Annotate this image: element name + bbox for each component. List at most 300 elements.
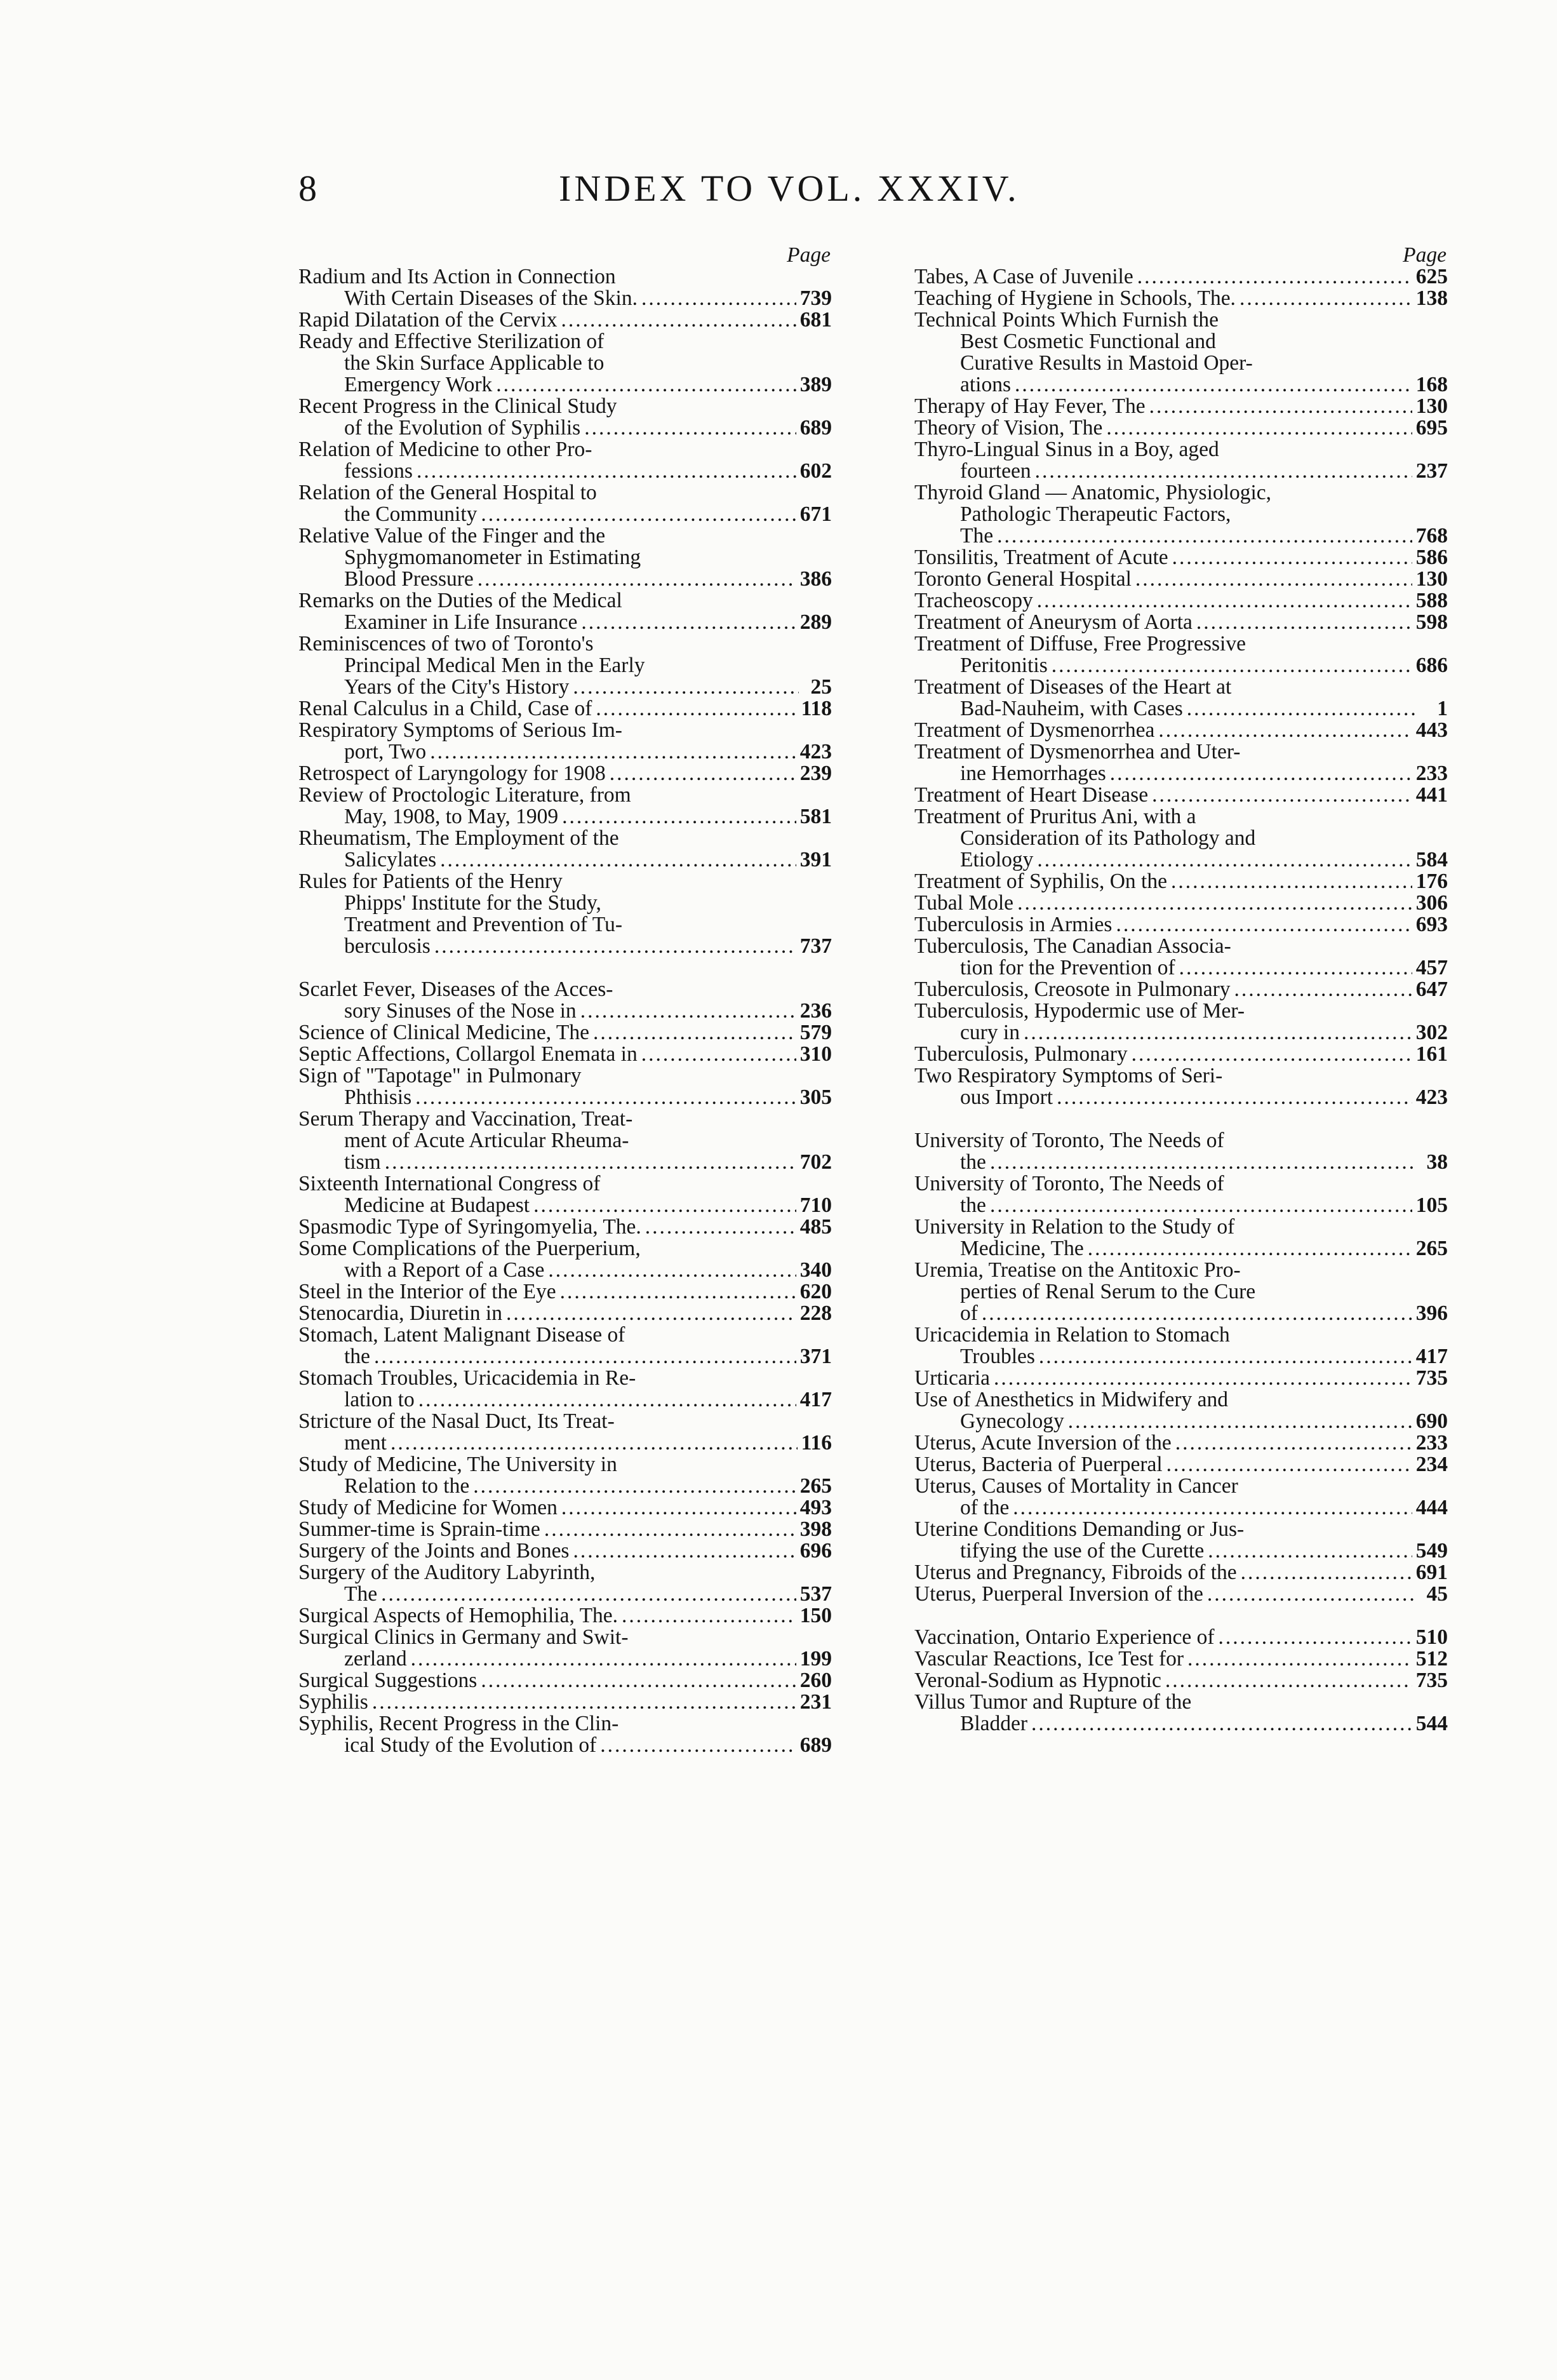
- index-entry-last-line: [914, 1432, 1448, 1454]
- index-entry: [914, 266, 1448, 288]
- index-entry-last-line: [914, 288, 1448, 309]
- page-ref: 544: [1415, 1713, 1448, 1735]
- page-ref: 391: [799, 849, 832, 871]
- index-entry: [298, 1540, 832, 1562]
- index-entry: [298, 439, 832, 482]
- index-entry-last-line: [914, 979, 1448, 1000]
- dot-leader: [562, 806, 796, 828]
- index-entry-text: Syphilis: [298, 1691, 368, 1713]
- index-entry-text: tism: [344, 1152, 381, 1173]
- index-entry-last-line: [298, 1000, 832, 1022]
- dot-leader: [374, 1346, 796, 1368]
- index-entry-line: Consideration of its Pathology and: [960, 828, 1256, 849]
- page-ref: 305: [799, 1087, 832, 1108]
- index-entry: [298, 784, 832, 828]
- dot-leader: [548, 1260, 796, 1281]
- index-entry-last-line: [298, 1476, 832, 1497]
- page-ref: 25: [810, 676, 832, 698]
- page-ref: 581: [799, 806, 832, 828]
- index-entry-last-line: [298, 1432, 832, 1454]
- index-entry: [914, 914, 1448, 936]
- index-entry: [914, 806, 1448, 871]
- dot-leader: [990, 1152, 1415, 1173]
- index-entry-line: Treatment and Prevention of Tu-: [344, 914, 622, 936]
- index-entry: [914, 676, 1448, 720]
- index-entry-line: Uterine Conditions Demanding or Jus-: [914, 1519, 1245, 1540]
- index-entry: [914, 871, 1448, 892]
- column-page-heading: Page: [787, 243, 831, 267]
- index-entry: [914, 741, 1448, 784]
- index-entry-last-line: [298, 1735, 832, 1756]
- index-entry-line: Treatment of Diffuse, Free Progressive: [914, 633, 1246, 655]
- index-entry: [298, 1303, 832, 1324]
- index-entry: [914, 439, 1448, 482]
- dot-leader: [1088, 1238, 1412, 1260]
- index-entry-text: Vaccination, Ontario Experience of: [914, 1627, 1215, 1648]
- index-entry-line: Rules for Patients of the Henry: [298, 871, 563, 892]
- index-entry-last-line: [298, 1519, 832, 1540]
- dot-leader: [1158, 720, 1412, 741]
- page-number: 8: [298, 168, 317, 209]
- page-ref: 493: [799, 1497, 832, 1519]
- index-entry: [298, 828, 832, 871]
- index-entry-text: Uterus, Acute Inversion of the: [914, 1432, 1172, 1454]
- index-entry-last-line: [298, 1670, 832, 1691]
- index-entry-last-line: [914, 892, 1448, 914]
- index-entry-line: University of Toronto, The Needs of: [914, 1130, 1224, 1152]
- index-entry-last-line: [298, 1087, 832, 1108]
- index-entry-last-line: [914, 720, 1448, 741]
- index-entry: [914, 1670, 1448, 1691]
- index-entry: [298, 396, 832, 439]
- dot-leader: [496, 374, 796, 396]
- index-entry-text: Tubal Mole: [914, 892, 1014, 914]
- page-ref: 176: [1415, 871, 1448, 892]
- index-entry: [914, 1432, 1448, 1454]
- index-entry-last-line: [298, 741, 832, 763]
- index-entry: [914, 1324, 1448, 1368]
- index-entry-text: fessions: [344, 461, 413, 482]
- index-entry: [298, 1497, 832, 1519]
- page-ref: 444: [1415, 1497, 1448, 1519]
- index-entry-last-line: [914, 1087, 1448, 1108]
- index-entry-text: Tonsilitis, Treatment of Acute: [914, 547, 1168, 568]
- index-entry: [914, 1583, 1448, 1605]
- dot-leader: [1037, 590, 1412, 612]
- index-entry-last-line: [914, 461, 1448, 482]
- index-entry-line: perties of Renal Serum to the Cure: [960, 1281, 1256, 1303]
- page-ref: 310: [799, 1044, 832, 1065]
- index-entry-text: Spasmodic Type of Syringomyelia, The.: [298, 1216, 641, 1238]
- index-entry: [298, 1562, 832, 1605]
- index-entry: [914, 288, 1448, 309]
- index-entry-text: Emergency Work: [344, 374, 493, 396]
- page-ref: 423: [799, 741, 832, 763]
- index-entry: [298, 720, 832, 763]
- dot-leader: [1132, 1044, 1412, 1065]
- dot-leader: [584, 417, 796, 439]
- index-entry: [298, 698, 832, 720]
- page-ref: 199: [799, 1648, 832, 1670]
- dot-leader: [1116, 914, 1412, 936]
- index-entry-last-line: [914, 1497, 1448, 1519]
- index-entry-line: Treatment of Dysmenorrhea and Uter-: [914, 741, 1241, 763]
- dot-leader: [561, 309, 796, 331]
- index-entry: [298, 1173, 832, 1216]
- index-entry-line: Uremia, Treatise on the Antitoxic Pro-: [914, 1260, 1241, 1281]
- index-entry-text: Peritonitis: [960, 655, 1048, 676]
- index-entry-text: Relation to the: [344, 1476, 470, 1497]
- index-entry: [914, 482, 1448, 547]
- index-entry-text: zerland: [344, 1648, 407, 1670]
- page-ref: 118: [801, 698, 832, 720]
- page-ref: 231: [799, 1691, 832, 1713]
- index-entry-line: Uricacidemia in Relation to Stomach: [914, 1324, 1230, 1346]
- index-entry: [298, 1670, 832, 1691]
- page-ref: 161: [1415, 1044, 1448, 1065]
- index-entry-last-line: [298, 1648, 832, 1670]
- index-entry-last-line: [914, 374, 1448, 396]
- index-entry-text: Surgery of the Joints and Bones: [298, 1540, 570, 1562]
- index-entry: [914, 1519, 1448, 1562]
- index-entry: [298, 1713, 832, 1756]
- dot-leader: [1207, 1583, 1415, 1605]
- page-ref: 689: [799, 417, 832, 439]
- index-entry: [298, 1216, 832, 1238]
- index-entry-line: University of Toronto, The Needs of: [914, 1173, 1224, 1195]
- index-entry: [914, 590, 1448, 612]
- index-entry-last-line: [914, 763, 1448, 784]
- page-ref: 130: [1415, 568, 1448, 590]
- index-entry-line: Phipps' Institute for the Study,: [344, 892, 601, 914]
- index-entry-last-line: [298, 1152, 832, 1173]
- page-ref: 689: [799, 1735, 832, 1756]
- dot-leader: [561, 1497, 796, 1519]
- index-entry: [914, 1130, 1448, 1173]
- dot-leader: [506, 1303, 796, 1324]
- index-entry-line: Curative Results in Mastoid Oper-: [960, 353, 1253, 374]
- index-entry-text: Treatment of Aneurysm of Aorta: [914, 612, 1193, 633]
- dot-leader: [478, 568, 796, 590]
- page-ref: 686: [1415, 655, 1448, 676]
- index-entry-last-line: [914, 849, 1448, 871]
- page-ref: 265: [1415, 1238, 1448, 1260]
- index-entry-last-line: [298, 1691, 832, 1713]
- index-entry-last-line: [914, 547, 1448, 568]
- index-entry-text: berculosis: [344, 936, 431, 957]
- index-entry-text: the: [960, 1195, 986, 1216]
- index-entry: [298, 525, 832, 590]
- index-entry-last-line: [914, 698, 1448, 720]
- index-entry-last-line: [298, 309, 832, 331]
- page-ref: 537: [799, 1583, 832, 1605]
- index-entry-last-line: [914, 590, 1448, 612]
- dot-leader: [1241, 1562, 1412, 1583]
- index-entry-last-line: [914, 1648, 1448, 1670]
- index-entry-line: Villus Tumor and Rupture of the: [914, 1691, 1192, 1713]
- index-entry: [914, 784, 1448, 806]
- index-entry-line: Treatment of Diseases of the Heart at: [914, 676, 1232, 698]
- page-ref: 691: [1415, 1562, 1448, 1583]
- page-ref: 389: [799, 374, 832, 396]
- page-ref: 234: [1415, 1454, 1448, 1476]
- index-entry-last-line: [298, 417, 832, 439]
- page-ref: 398: [799, 1519, 832, 1540]
- dot-leader: [1037, 849, 1412, 871]
- index-entry-last-line: [298, 806, 832, 828]
- index-entry: [914, 1065, 1448, 1108]
- dot-leader: [1171, 871, 1412, 892]
- dot-leader: [1240, 288, 1412, 309]
- page-ref: 702: [799, 1152, 832, 1173]
- dot-leader: [1172, 547, 1412, 568]
- index-entry-text: Medicine at Budapest: [344, 1195, 530, 1216]
- dot-leader: [1052, 655, 1412, 676]
- index-entry-line: Two Respiratory Symptoms of Seri-: [914, 1065, 1223, 1087]
- dot-leader: [1175, 1432, 1412, 1454]
- index-entry-text: ous Import: [960, 1087, 1053, 1108]
- dot-leader: [544, 1519, 796, 1540]
- index-entry-text: Study of Medicine for Women: [298, 1497, 558, 1519]
- index-entry-text: port, Two: [344, 741, 427, 763]
- page-ref: 739: [799, 288, 832, 309]
- index-entry-last-line: [298, 1605, 832, 1627]
- index-entry: [914, 612, 1448, 633]
- index-entry: [914, 1562, 1448, 1583]
- index-entry-last-line: [914, 396, 1448, 417]
- index-entry-line: Some Complications of the Puerperium,: [298, 1238, 641, 1260]
- page-ref: 38: [1426, 1152, 1448, 1173]
- dot-leader: [581, 612, 796, 633]
- dot-leader: [560, 1281, 796, 1303]
- index-entry-last-line: [298, 461, 832, 482]
- index-entry-line: Sphygmomanometer in Estimating: [344, 547, 641, 568]
- page-ref: 586: [1415, 547, 1448, 568]
- index-entry: [914, 1691, 1448, 1735]
- index-entry-text: Rapid Dilatation of the Cervix: [298, 309, 558, 331]
- dot-leader: [372, 1691, 796, 1713]
- index-entry-line: Ready and Effective Sterilization of: [298, 331, 605, 353]
- index-entry-text: Phthisis: [344, 1087, 412, 1108]
- page-ref: 620: [799, 1281, 832, 1303]
- index-entry-text: fourteen: [960, 461, 1031, 482]
- index-entries: [914, 266, 1448, 1735]
- index-entry-line: Recent Progress in the Clinical Study: [298, 396, 617, 417]
- index-entry: [298, 309, 832, 331]
- index-entry: [914, 309, 1448, 396]
- index-entry-last-line: [914, 525, 1448, 547]
- index-entry-text: Examiner in Life Insurance: [344, 612, 578, 633]
- index-entry: [914, 633, 1448, 676]
- index-entry-last-line: [298, 568, 832, 590]
- page-ref: 457: [1415, 957, 1448, 979]
- index-entry-line: Thyro-Lingual Sinus in a Boy, aged: [914, 439, 1219, 461]
- page-ref: 138: [1415, 288, 1448, 309]
- dot-leader: [997, 525, 1412, 547]
- page-ref: 681: [799, 309, 832, 331]
- page-ref: 690: [1415, 1411, 1448, 1432]
- index-entry: [298, 1605, 832, 1627]
- page-ref: 625: [1415, 266, 1448, 288]
- dot-leader: [580, 1000, 796, 1022]
- index-entry-text: Uterus, Bacteria of Puerperal: [914, 1454, 1163, 1476]
- page-ref: 671: [799, 504, 832, 525]
- index-entry-last-line: [914, 1346, 1448, 1368]
- page-ref: 233: [1415, 1432, 1448, 1454]
- dot-leader: [1166, 1454, 1412, 1476]
- index-entry-text: lation to: [344, 1389, 415, 1411]
- index-entry-text: Treatment of Heart Disease: [914, 784, 1149, 806]
- dot-leader: [1106, 417, 1412, 439]
- page-ref: 735: [1415, 1670, 1448, 1691]
- dot-leader: [1219, 1627, 1412, 1648]
- page-ref: 584: [1415, 849, 1448, 871]
- index-entry-last-line: [914, 1670, 1448, 1691]
- dot-leader: [1196, 612, 1412, 633]
- index-entry-text: Tracheoscopy: [914, 590, 1033, 612]
- page-ref: 306: [1415, 892, 1448, 914]
- page-ref: 45: [1426, 1583, 1448, 1605]
- page-ref: 236: [799, 1000, 832, 1022]
- index-entry: [914, 1216, 1448, 1260]
- index-entry-last-line: [914, 417, 1448, 439]
- dot-leader: [596, 698, 797, 720]
- page-ref: 340: [799, 1260, 832, 1281]
- index-entry-text: Surgical Aspects of Hemophilia, The.: [298, 1605, 618, 1627]
- page-ref: 485: [799, 1216, 832, 1238]
- index-entry-last-line: [914, 655, 1448, 676]
- index-entry-line: Stricture of the Nasal Duct, Its Treat-: [298, 1411, 615, 1432]
- index-entry: [914, 892, 1448, 914]
- page-ref: 1: [1437, 698, 1448, 720]
- page-ref: 443: [1415, 720, 1448, 741]
- index-entry-text: of the: [960, 1497, 1010, 1519]
- index-entry-last-line: [914, 784, 1448, 806]
- index-entry-line: Rheumatism, The Employment of the: [298, 828, 619, 849]
- page-ref: 647: [1415, 979, 1448, 1000]
- index-entry-line: Relation of Medicine to other Pro-: [298, 439, 592, 461]
- index-entry: [914, 979, 1448, 1000]
- index-entry-text: With Certain Diseases of the Skin.: [344, 288, 638, 309]
- index-entry-text: Stenocardia, Diuretin in: [298, 1303, 502, 1324]
- dot-leader: [418, 1389, 796, 1411]
- dot-leader: [610, 763, 796, 784]
- dot-leader: [1149, 396, 1412, 417]
- index-entry: [298, 1454, 832, 1497]
- index-entry-last-line: [914, 1562, 1448, 1583]
- index-column-left: [298, 245, 832, 1756]
- index-entry: [914, 1000, 1448, 1044]
- index-entry-last-line: [914, 914, 1448, 936]
- index-entry-last-line: [914, 1713, 1448, 1735]
- page-ref: 417: [799, 1389, 832, 1411]
- index-entry-text: Surgical Suggestions: [298, 1670, 478, 1691]
- index-entry-line: Radium and Its Action in Connection: [298, 266, 616, 288]
- index-entry-line: Surgical Clinics in Germany and Swit-: [298, 1627, 629, 1648]
- dot-leader: [411, 1648, 796, 1670]
- index-entry: [298, 979, 832, 1022]
- page-ref: 289: [799, 612, 832, 633]
- index-entry-line: Relative Value of the Finger and the: [298, 525, 606, 547]
- index-entry-line: Pathologic Therapeutic Factors,: [960, 504, 1231, 525]
- index-entry-text: Tuberculosis, Pulmonary: [914, 1044, 1128, 1065]
- dot-leader: [1039, 1346, 1412, 1368]
- index-entry-last-line: [914, 1238, 1448, 1260]
- index-entry-text: Years of the City's History: [344, 676, 570, 698]
- page-ref: 693: [1415, 914, 1448, 936]
- index-entry: [298, 331, 832, 396]
- index-entry-text: Medicine, The: [960, 1238, 1084, 1260]
- index-entry-last-line: [298, 698, 832, 720]
- index-entry-last-line: [298, 374, 832, 396]
- index-entry: [298, 1065, 832, 1108]
- index-entry-text: Tuberculosis, Creosote in Pulmonary: [914, 979, 1231, 1000]
- index-entry-text: Treatment of Dysmenorrhea: [914, 720, 1155, 741]
- index-entry: [298, 1108, 832, 1173]
- index-entry-text: Therapy of Hay Fever, The: [914, 396, 1146, 417]
- dot-leader: [573, 676, 799, 698]
- page-ref: 549: [1415, 1540, 1448, 1562]
- index-entry-line: Sixteenth International Congress of: [298, 1173, 601, 1195]
- index-entry-last-line: [298, 936, 832, 957]
- dot-leader: [593, 1022, 796, 1044]
- index-entry-text: The: [960, 525, 994, 547]
- index-entry-text: ations: [960, 374, 1012, 396]
- index-entry: [298, 871, 832, 957]
- page-ref: 302: [1415, 1022, 1448, 1044]
- dot-leader: [391, 1432, 798, 1454]
- index-entry-last-line: [298, 849, 832, 871]
- index-entry-line: Tuberculosis, Hypodermic use of Mer-: [914, 1000, 1245, 1022]
- page-ref: 417: [1415, 1346, 1448, 1368]
- page-ref: 260: [799, 1670, 832, 1691]
- dot-leader: [641, 1044, 796, 1065]
- dot-leader: [1208, 1540, 1412, 1562]
- dot-leader: [415, 1087, 796, 1108]
- index-entry-text: Toronto General Hospital: [914, 568, 1132, 590]
- index-entry: [914, 1044, 1448, 1065]
- dot-leader: [1187, 698, 1415, 720]
- index-entry-text: Treatment of Syphilis, On the: [914, 871, 1167, 892]
- page-ref: 150: [799, 1605, 832, 1627]
- dot-leader: [1013, 1497, 1412, 1519]
- index-entry-text: sory Sinuses of the Nose in: [344, 1000, 577, 1022]
- index-entry: [914, 720, 1448, 741]
- page-ref: 239: [799, 763, 832, 784]
- dot-leader: [1057, 1087, 1412, 1108]
- index-entry-text: Tuberculosis in Armies: [914, 914, 1113, 936]
- index-entry-last-line: [914, 1411, 1448, 1432]
- index-entries: [298, 266, 832, 1756]
- index-entry-line: Treatment of Pruritus Ani, with a: [914, 806, 1196, 828]
- index-entry-text: May, 1908, to May, 1909: [344, 806, 559, 828]
- dot-leader: [1135, 568, 1412, 590]
- dot-leader: [990, 1195, 1412, 1216]
- page-ref: 116: [801, 1432, 832, 1454]
- index-entry-last-line: [298, 1497, 832, 1519]
- index-entry: [914, 417, 1448, 439]
- page-ref: 710: [799, 1195, 832, 1216]
- index-entry-text: cury in: [960, 1022, 1020, 1044]
- index-entry-last-line: [914, 1152, 1448, 1173]
- index-entry-text: Science of Clinical Medicine, The: [298, 1022, 589, 1044]
- index-entry: [298, 1368, 832, 1411]
- dot-leader: [1152, 784, 1412, 806]
- index-entry-line: Stomach Troubles, Uricacidemia in Re-: [298, 1368, 636, 1389]
- index-entry-text: Summer-time is Sprain-time: [298, 1519, 540, 1540]
- index-entry: [298, 1281, 832, 1303]
- dot-leader: [1017, 892, 1412, 914]
